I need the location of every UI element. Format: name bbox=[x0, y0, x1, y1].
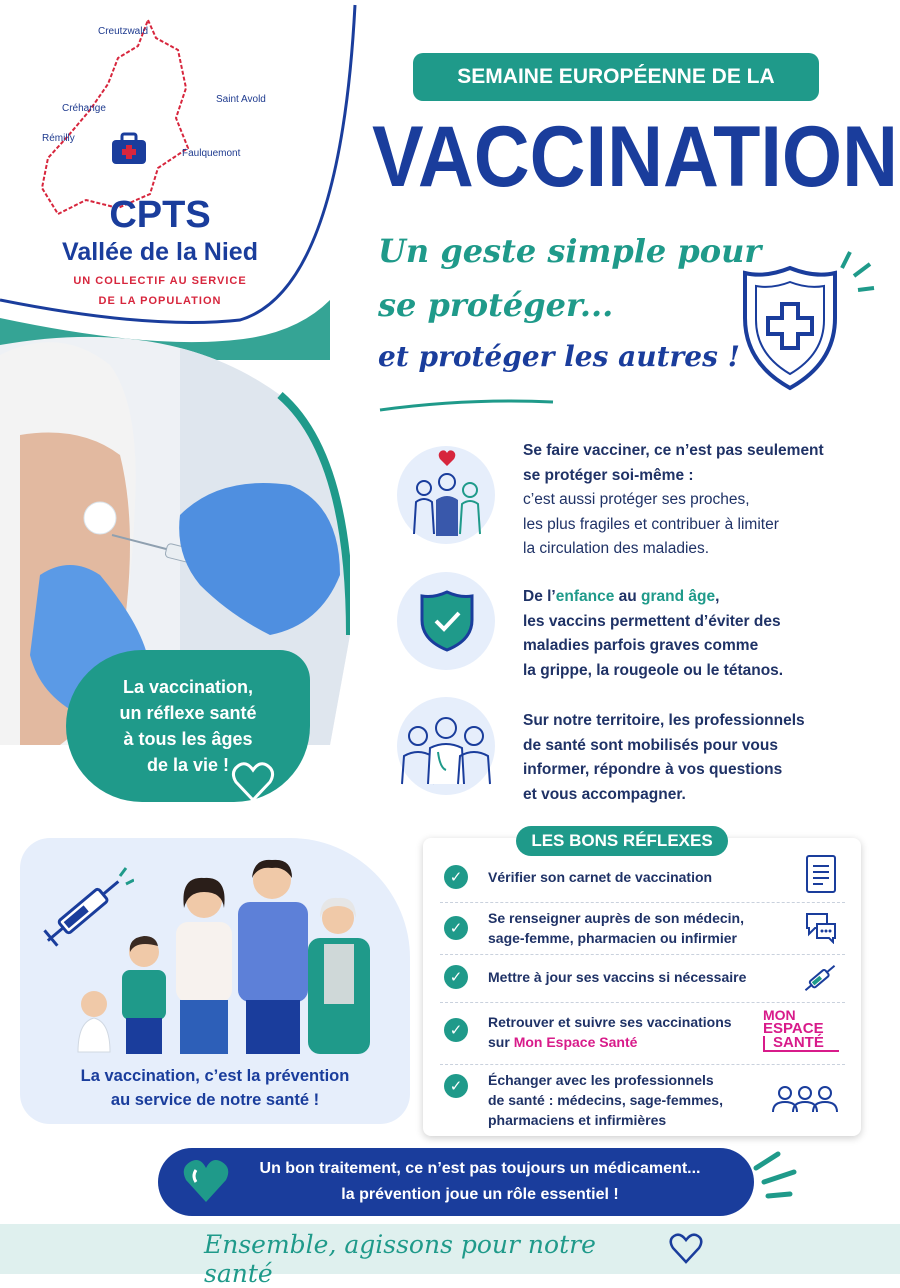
point-1-line-5: la circulation des maladies. bbox=[523, 540, 710, 557]
chat-bubbles-icon bbox=[803, 910, 839, 944]
prevention-banner-line-2: la prévention joue un rôle essentiel ! bbox=[341, 1186, 619, 1203]
point-2-pre: De l’ bbox=[523, 588, 556, 605]
prevention-banner-line-1: Un bon traitement, ce n’est pas toujours un médicament... bbox=[259, 1160, 701, 1177]
reflex-item-5-text bbox=[488, 1070, 723, 1130]
family-heart-icon bbox=[402, 444, 492, 544]
slogan-line-2: se protéger... bbox=[378, 286, 614, 324]
photo-caption-line-4: de la vie ! bbox=[146, 755, 230, 775]
check-icon: ✓ bbox=[444, 916, 468, 940]
photo-caption-line-3: à tous les âges bbox=[123, 729, 253, 749]
reflex-item-2-line-2: sage-femme, pharmacien ou infirmier bbox=[488, 930, 737, 946]
point-3-line-3: informer, répondre à vos questions bbox=[523, 761, 783, 778]
reflex-item-5-line-2: de santé : médecins, sage-femmes, bbox=[488, 1092, 723, 1108]
mon-espace-sante-link[interactable]: Mon Espace Santé bbox=[513, 1034, 638, 1050]
heart-outline-icon bbox=[668, 1232, 704, 1264]
check-icon: ✓ bbox=[444, 865, 468, 889]
medical-bag-icon bbox=[110, 132, 148, 166]
notebook-icon bbox=[803, 854, 839, 894]
syringe-icon bbox=[801, 960, 839, 996]
reflex-item bbox=[440, 954, 845, 1003]
health-professionals-icon bbox=[398, 712, 494, 786]
cpts-tagline-2: DE LA POPULATION bbox=[98, 295, 222, 307]
point-2-highlight-old-age: grand âge bbox=[641, 588, 716, 605]
heart-outline-icon bbox=[230, 760, 276, 804]
family-card-caption-line-1: La vaccination, c’est la prévention bbox=[80, 1067, 350, 1085]
reflex-item-5-line-3: pharmaciens et infirmières bbox=[488, 1112, 667, 1128]
family-card-caption-line-2: au service de notre santé ! bbox=[110, 1091, 320, 1109]
reflex-item-4-line-2-pre: sur bbox=[488, 1034, 514, 1050]
photo-caption-line-1: La vaccination, bbox=[122, 677, 254, 697]
reflex-item-2-text bbox=[488, 908, 744, 948]
reflex-item-5-line-1: Échanger avec les professionnels bbox=[488, 1072, 714, 1088]
family-card-caption bbox=[30, 1064, 400, 1112]
point-2-text bbox=[523, 585, 863, 683]
reflex-item-1-text: Vérifier son carnet de vaccination bbox=[488, 869, 713, 885]
territory-map bbox=[38, 18, 198, 218]
reflex-item-3-text: Mettre à jour ses vaccins si nécessaire bbox=[488, 969, 747, 985]
mes-logo-line-2: ESPACE bbox=[763, 1020, 824, 1037]
mes-logo-line-3: SANTÉ bbox=[763, 1036, 839, 1052]
map-town-crehange: Créhange bbox=[62, 103, 106, 114]
map-town-faulquemont: Faulquemont bbox=[182, 148, 241, 159]
point-2-post: , bbox=[715, 588, 720, 605]
slogan-line-3: et protéger les autres ! bbox=[378, 340, 740, 373]
cpts-acronym: CPTS bbox=[109, 194, 211, 236]
reflex-item bbox=[440, 1064, 845, 1130]
people-group-icon bbox=[771, 1084, 839, 1114]
shield-cross-icon bbox=[730, 238, 880, 398]
map-town-saint-avold: Saint Avold bbox=[216, 94, 266, 105]
point-1-line-2: se protéger soi-même : bbox=[523, 466, 694, 484]
point-1-text bbox=[523, 439, 863, 562]
check-icon: ✓ bbox=[444, 1018, 468, 1042]
reflexes-title: LES BONS RÉFLEXES bbox=[516, 826, 728, 856]
photo-caption-line-2: un réflexe santé bbox=[119, 703, 257, 723]
point-2-line-4: la grippe, la rougeole ou le tétanos. bbox=[523, 661, 784, 679]
slogan-underline bbox=[378, 396, 558, 416]
reflex-item-2-line-1: Se renseigner auprès de son médecin, bbox=[488, 910, 744, 926]
point-1-line-3: c’est aussi protéger ses proches, bbox=[523, 491, 750, 508]
point-3-line-2: de santé sont mobilisés pour vous bbox=[523, 736, 778, 754]
shield-check-icon bbox=[418, 588, 476, 654]
mon-espace-sante-logo bbox=[763, 1008, 839, 1052]
map-town-creutzwald: Creutzwald bbox=[98, 26, 149, 37]
family-illustration bbox=[62, 852, 382, 1056]
point-2-line-1 bbox=[523, 585, 863, 610]
cpts-name: Vallée de la Nied bbox=[62, 238, 258, 266]
mes-logo-line-1: MON bbox=[763, 1007, 796, 1023]
prevention-banner-text bbox=[225, 1156, 735, 1208]
event-pill: SEMAINE EUROPÉENNE DE LA bbox=[413, 53, 819, 101]
reflex-item-4-line-2 bbox=[488, 1032, 732, 1052]
check-icon: ✓ bbox=[444, 1074, 468, 1098]
cpts-tagline-1: UN COLLECTIF AU SERVICE bbox=[73, 275, 247, 287]
point-1-line-4: les plus fragiles et contribuer à limiter bbox=[523, 515, 779, 533]
decorative-dashes bbox=[750, 1150, 800, 1206]
point-2-mid: au bbox=[614, 588, 642, 605]
check-icon: ✓ bbox=[444, 965, 468, 989]
footer-slogan: Ensemble, agissons pour notre santé bbox=[204, 1230, 596, 1288]
point-2-line-2: les vaccins permettent d’éviter des bbox=[523, 612, 781, 630]
point-2-highlight-childhood: enfance bbox=[555, 588, 615, 605]
map-town-remilly: Rémilly bbox=[42, 133, 75, 144]
point-3-line-1: Sur notre territoire, les professionnels bbox=[523, 712, 805, 729]
reflex-item-4-text bbox=[488, 1012, 732, 1052]
reflex-item bbox=[440, 860, 845, 903]
point-3-text bbox=[523, 709, 863, 807]
reflex-item bbox=[440, 902, 845, 955]
reflex-item bbox=[440, 1002, 845, 1065]
point-1-line-1: Se faire vacciner, ce n’est pas seulement bbox=[523, 442, 824, 459]
point-2-line-3: maladies parfois graves comme bbox=[523, 637, 759, 654]
reflex-item-4-line-1: Retrouver et suivre ses vaccinations bbox=[488, 1014, 732, 1030]
point-3-line-4: et vous accompagner. bbox=[523, 785, 686, 803]
page-title: VACCINATION bbox=[372, 109, 899, 205]
slogan-line-1: Un geste simple pour bbox=[378, 232, 762, 270]
